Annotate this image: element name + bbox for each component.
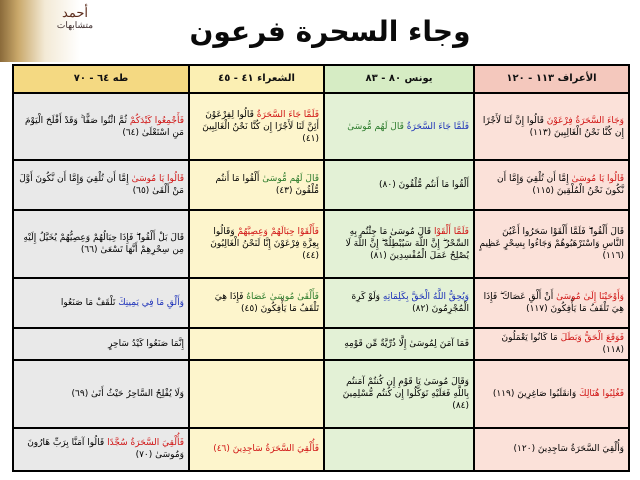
verse-text: فَإِذَا هِيَ تَلْقَفُ مَا يَأْفِكُونَ (٤٥) [214, 291, 319, 314]
verse-text: فَوَقَعَ الْحَقُّ وَبَطَلَ [560, 332, 624, 343]
logo-text [52, 6, 98, 32]
verse-text: أَلْقُوا مَا أَنتُم مُّلْقُونَ (٨٠) [379, 180, 469, 191]
cell-al-araf [474, 328, 629, 361]
cell-taha [13, 210, 189, 277]
verse-text: فَأَلْقَىٰ مُوسَىٰ عَصَاهُ [246, 291, 319, 302]
cell-yunus [324, 328, 474, 361]
verse-text: وَيُحِقُّ اللَّهُ الْحَقَّ بِكَلِمَاتِهِ [382, 291, 469, 302]
cell-yunus [324, 428, 474, 471]
verse-text: قَالَ لَهُم مُّوسَىٰ [347, 121, 407, 132]
verse-text: فَأُلْقِيَ السَّحَرَةُ سَاجِدِينَ (٤٦) [213, 444, 319, 455]
column-header-ash-shuara: الشعراء ٤١ - ٤٥ [189, 65, 324, 93]
verse-text: تَلْقَفْ مَا صَنَعُوا [60, 297, 119, 308]
cell-ash-shuara [189, 93, 324, 160]
verse-text: إِمَّا أَن تُلْقِيَ وَإِمَّا أَن نَّكُونَ نَحْنُ الْمُلْقِينَ (١١٥) [497, 174, 624, 197]
verse-text: مَا كَانُوا يَعْمَلُونَ (١١٨) [501, 332, 624, 355]
verse-text: وَلَوْ كَرِهَ الْمُجْرِمُونَ (٨٢) [351, 291, 469, 314]
page-title: وجاء السحرة فرعون [189, 15, 471, 48]
verse-text: فَلَمَّا جَاءَ السَّحَرَةُ [256, 109, 319, 120]
verse-text: قَالَ مُوسَىٰ مَا جِئْتُم بِهِ السِّحْرُ ۖ إِنَّ اللَّهَ سَيُبْطِلُهُ ۖ إِنَّ اللَّهَ لَا يُصْلِحُ عَمَلَ الْمُفْسِدِينَ (٨١) [345, 226, 469, 261]
verse-text: قَالَ بَلْ أَلْقُوا ۖ فَإِذَا حِبَالُهُمْ وَعِصِيُّهُمْ يُخَيَّلُ إِلَيْهِ مِن سِحْرِهِمْ أَنَّهَا تَسْعَىٰ (٦٦) [23, 232, 184, 255]
cell-taha [13, 93, 189, 160]
verse-text: وَجَاءَ السَّحَرَةُ فِرْعَوْنَ [546, 115, 624, 126]
verse-text: فَلَمَّا أَلْقَوْا [433, 226, 469, 237]
verse-text: فَلَمَّا جَاءَ السَّحَرَةُ [406, 121, 469, 132]
column-header-al-araf: الأعراف ١١٣ - ١٢٠ [474, 65, 629, 93]
cell-al-araf [474, 210, 629, 277]
verse-text: أَنْ أَلْقِ عَصَاكَ ۖ فَإِذَا هِيَ تَلْقَفُ مَا يَأْفِكُونَ (١١٧) [483, 291, 624, 314]
cell-yunus [324, 210, 474, 277]
cell-taha [13, 160, 189, 210]
table-row [13, 428, 629, 471]
table-row [13, 210, 629, 277]
verse-text: وَلَا يُفْلِحُ السَّاحِرُ حَيْثُ أَتَىٰ (٦٩) [71, 388, 184, 399]
verse-text: فَأَلْقَوْا حِبَالَهُمْ وَعِصِيَّهُمْ [237, 226, 319, 237]
cell-al-araf [474, 360, 629, 427]
table-row [13, 93, 629, 160]
verse-text: وَانقَلَبُوا صَاغِرِينَ (١١٩) [492, 388, 580, 399]
cell-ash-shuara [189, 278, 324, 328]
cell-ash-shuara [189, 328, 324, 361]
table-body [13, 93, 629, 471]
column-header-taha: طه ٦٤ - ٧٠ [13, 65, 189, 93]
header-row [13, 65, 629, 93]
logo-line2: متشابهات [56, 21, 94, 31]
cell-ash-shuara [189, 210, 324, 277]
logo [0, 0, 100, 62]
verse-text: أَلْقُوا مَا أَنتُم مُّلْقُونَ (٤٣) [215, 174, 319, 197]
verse-text: إِمَّا أَن تُلْقِيَ وَإِمَّا أَن نَّكُونَ أَوَّلَ مَنْ أَلْقَىٰ (٦٥) [19, 174, 184, 197]
cell-ash-shuara [189, 160, 324, 210]
verse-text: ثُمَّ ائْتُوا صَفًّا ۚ وَقَدْ أَفْلَحَ الْيَوْمَ مَنِ اسْتَعْلَىٰ (٦٤) [24, 115, 184, 138]
table-row [13, 160, 629, 210]
comparison-table-wrapper [12, 64, 628, 472]
cell-ash-shuara [189, 360, 324, 427]
cell-taha [13, 428, 189, 471]
cell-taha [13, 328, 189, 361]
cell-yunus [324, 360, 474, 427]
cell-al-araf [474, 93, 629, 160]
cell-yunus [324, 278, 474, 328]
verse-text: قَالَ أَلْقُوا ۖ فَلَمَّا أَلْقَوْا سَحَرُوا أَعْيُنَ النَّاسِ وَاسْتَرْهَبُوهُمْ وَجَاءُوا بِسِحْرٍ عَظِيمٍ (١١٦) [479, 226, 624, 261]
cell-taha [13, 360, 189, 427]
verse-text: قَالُوا يَا مُوسَىٰ [131, 174, 184, 185]
column-header-yunus: يونس ٨٠ - ٨٣ [324, 65, 474, 93]
verse-text: قَالَ لَهُم مُّوسَىٰ [262, 174, 319, 185]
verse-text: قَالُوا آمَنَّا بِرَبِّ هَارُونَ وَمُوسَىٰ (٧٠) [27, 438, 184, 461]
verse-text: وَقَالُوا بِعِزَّةِ فِرْعَوْنَ إِنَّا لَنَحْنُ الْغَالِبُونَ (٤٤) [210, 226, 319, 261]
cell-al-araf [474, 428, 629, 471]
verse-text: قَالُوا لِفِرْعَوْنَ أَئِنَّ لَنَا لَأَجْرًا إِن كُنَّا نَحْنُ الْغَالِبِينَ (٤١) [202, 109, 319, 144]
cell-yunus [324, 93, 474, 160]
verse-text: فَأَجْمِعُوا كَيْدَكُمْ [129, 115, 184, 126]
verse-text: وَأَلْقِ مَا فِي يَمِينِكَ [118, 297, 184, 308]
verse-text: فَغُلِبُوا هُنَالِكَ [579, 388, 624, 399]
logo-line1: أحمد [62, 6, 88, 21]
cell-al-araf [474, 278, 629, 328]
verse-text: قَالُوا يَا مُوسَىٰ [571, 174, 624, 185]
verse-text: وَقَالَ مُوسَىٰ يَا قَوْمِ إِن كُنتُمْ آمَنتُم بِاللَّهِ فَعَلَيْهِ تَوَكَّلُوا إِن كُنتُم مُّسْلِمِينَ (٨٤) [342, 376, 469, 411]
cell-yunus [324, 160, 474, 210]
comparison-table [12, 64, 630, 472]
cell-ash-shuara [189, 428, 324, 471]
verse-text: فَمَا آمَنَ لِمُوسَىٰ إِلَّا ذُرِّيَّةٌ مِّن قَوْمِهِ [344, 338, 469, 349]
table-row [13, 278, 629, 328]
cell-al-araf [474, 160, 629, 210]
table-row [13, 360, 629, 427]
verse-text: قَالُوا إِنَّ لَنَا لَأَجْرًا إِن كُنَّا نَحْنُ الْغَالِبِينَ (١١٣) [482, 115, 624, 138]
verse-text: وَأَوْحَيْنَا إِلَىٰ مُوسَىٰ [556, 291, 624, 302]
table-row [13, 328, 629, 361]
verse-text: فَأُلْقِيَ السَّحَرَةُ سُجَّدًا [107, 438, 184, 449]
cell-taha [13, 278, 189, 328]
verse-text: إِنَّمَا صَنَعُوا كَيْدُ سَاحِرٍ [108, 338, 184, 349]
verse-text: وَأُلْقِيَ السَّحَرَةُ سَاجِدِينَ (١٢٠) [513, 444, 624, 455]
